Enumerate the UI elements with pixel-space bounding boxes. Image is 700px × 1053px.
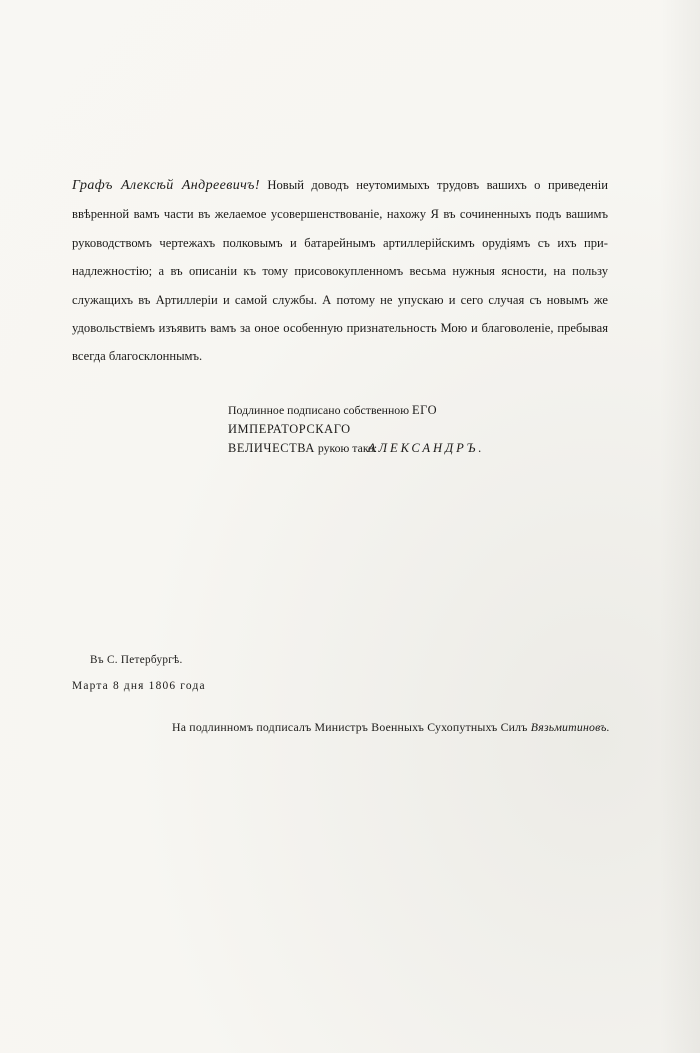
letter-line-2: ввѣренной вамъ части въ желаемое усовершенствованіе, нахожу Я въ сочиненныхъ подъ вашимъ — [72, 207, 608, 222]
letter-line-1: Новый доводъ неутомимыхъ трудовъ вашихъ о приведеніи — [267, 178, 608, 192]
minister-countersignature — [172, 720, 610, 735]
letter-line-3: руководствомъ чертежахъ полковымъ и батарейнымъ артиллерійскимъ орудіямъ съ ихъ при- — [72, 235, 608, 250]
emperor-signature: АЛЕКСАНДРЪ. — [368, 441, 485, 455]
attestation-suffix: рукою тако: — [317, 441, 378, 455]
minister-name: Вязьмитиновъ. — [530, 720, 610, 734]
page-edge-shadow — [660, 0, 700, 1053]
letter-line-5: служащихъ въ Артиллеріи и самой службы. А потому не упускаю и сего случая съ новымъ же — [72, 292, 608, 307]
letter-line-6: удовольствіемъ изъявить вамъ за оное особенную признательность Мою и благоволеніе, пребывая — [72, 321, 608, 336]
letter-line-7: всегда благосклоннымъ. — [72, 349, 203, 364]
attestation-prefix: Подлинное подписано собственною — [228, 403, 410, 417]
attestation-title: ЕГО ИМПЕРАТОРСКАГО — [228, 403, 438, 436]
letter-line-4: надлежностію; а въ описаніи къ тому присовокупленномъ весьма нужныя ясности, на пользу — [72, 264, 608, 279]
letter-body — [72, 171, 608, 371]
date-line: Марта 8 дня 1806 года — [72, 680, 206, 692]
minister-text: На подлинномъ подписалъ Министръ Военныхъ Сухопутныхъ Силъ — [172, 720, 528, 734]
place-line: Въ С. Петербургѣ. — [90, 654, 183, 666]
letter-first-line — [72, 171, 608, 200]
salutation: Графъ Алексѣй Андреевичъ! — [72, 178, 260, 193]
attestation-line-1 — [228, 401, 558, 439]
attestation-majesty: ВЕЛИЧЕСТВА — [228, 441, 315, 455]
